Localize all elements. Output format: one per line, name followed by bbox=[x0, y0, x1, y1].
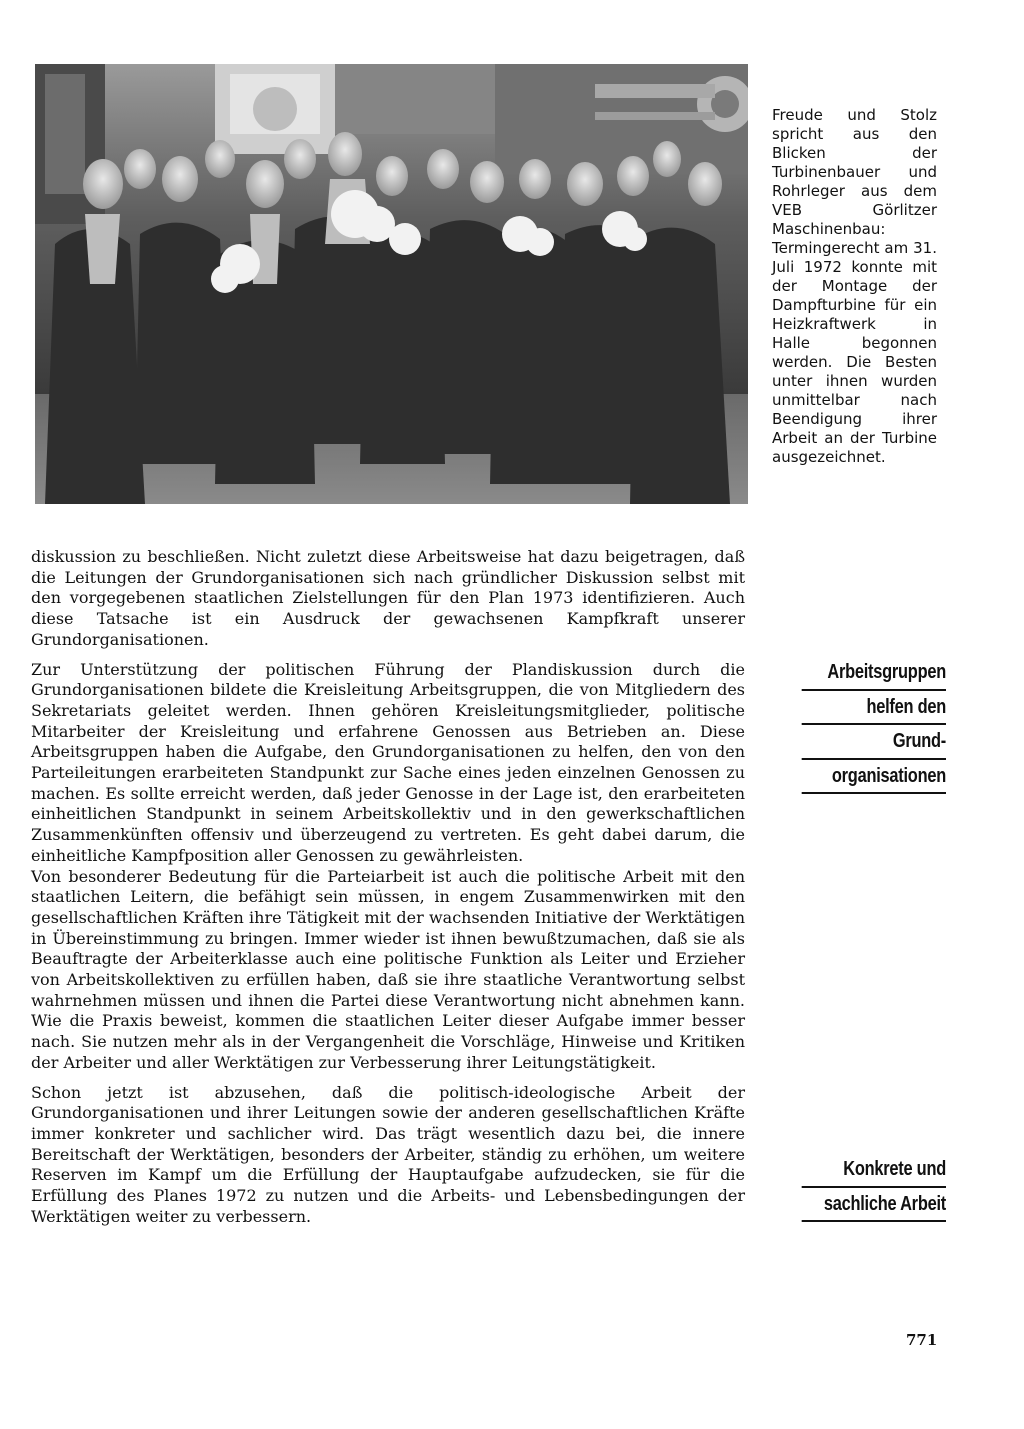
paragraph: diskussion zu beschließen. Nicht zuletzt diese Arbeitsweise hat dazu beigetragen, daß die Leitungen der Grundorganisationen sich nach gründlicher Diskussion selbst mit den vorgegebenen staatlichen Zielstellungen für den Plan 1973 identifizieren. Auch diese Tatsache ist ein Ausdruck der gewachsenen Kampfkraft unserer Grundorganisationen. bbox=[31, 547, 745, 649]
article-body bbox=[31, 547, 745, 1228]
heading-line: organisationen bbox=[802, 760, 946, 795]
paragraph: Zur Unterstützung der politischen Führung der Plandiskussion durch die Grundorganisationen bildete die Kreisleitung Arbeitsgruppen, die von Mitgliedern des Sekretariats geleitet werden. Ihnen gehören Kreisleitungsmitglieder, politische Mitarbeiter der Kreisleitung und erfahrene Genossen aus Betrieben an. Diese Arbeitsgruppen haben die Aufgabe, den Grundorganisationen zu helfen, den von den Parteileitungen erarbeiteten Standpunkt zur Sache eines jeden einzelnen Genossen zu machen. Es sollte erreicht werden, daß jeder Genosse in der Lage ist, den erarbeiteten einheitlichen Standpunkt in seinem Arbeitskollektiv und in den gewerkschaftlichen Zusammenkünften offensiv und überzeugend zu vertreten. Es geht dabei darum, die einheitliche Kampfposition aller Genossen zu gewährleisten. bbox=[31, 659, 745, 865]
heading-line: Konkrete und bbox=[802, 1153, 946, 1188]
photo-caption: Freude und Stolz spricht aus den Blicken der Turbinenbauer und Rohrleger aus dem VEB Görlitzer Maschinenbau: Termingerecht am 31. Juli 1972 konnte mit der Montage der Dampfturbine für ein Heizkraftwerk in Halle begonnen werden. Die Besten unter ihnen wurden unmittelbar nach Beendigung ihrer Arbeit an der Turbine ausgezeichnet. bbox=[772, 106, 937, 466]
page-number: 771 bbox=[906, 1331, 938, 1349]
paragraph: Von besonderer Bedeutung für die Parteiarbeit ist auch die politische Arbeit mit den staatlichen Leitern, die befähigt sein müssen, in engem Zusammenwirken mit den gesellschaftlichen Kräften ihre Tätigkeit mit der wachsenden Initiative der Werktätigen in Übereinstimmung zu bringen. Immer wieder ist ihnen bewußtzumachen, daß sie als Beauftragte der Arbeiterklasse auch eine politische Funktion als Leiter und Erzieher von Arbeitskollektiven zu erfüllen haben, daß sie ihre staatliche Verantwortung selbst wahrnehmen müssen und ihnen die Partei diese Verantwortung nicht abnehmen kann. Wie die Praxis beweist, kommen die staatlichen Leiter dieser Aufgabe immer besser nach. Sie nutzen mehr als in der Vergangenheit die Vorschläge, Hinweise und Kritiken der Arbeiter und aller Werktätigen zur Verbesserung ihrer Leitungstätigkeit. bbox=[31, 866, 745, 1072]
paragraph: Schon jetzt ist abzusehen, daß die politisch-ideologische Arbeit der Grundorganisationen und ihrer Leitungen sowie der anderen gesellschaftlichen Kräfte immer konkreter und sachlicher wird. Das trägt wesentlich dazu bei, die innere Bereitschaft der Werktätigen, besonders der Arbeiter, ständig zu erhöhen, um weitere Reserven im Kampf um die Erfüllung der Hauptaufgabe aufzudecken, sie für die Erfüllung des Planes 1972 zu nutzen und die Arbeits- und Lebensbedingungen der Werktätigen weiter zu verbessern. bbox=[31, 1082, 745, 1226]
photo-workers-turbine bbox=[35, 64, 748, 504]
heading-line: helfen den bbox=[802, 691, 946, 726]
heading-line: Grund- bbox=[802, 725, 946, 760]
heading-line: Arbeitsgruppen bbox=[802, 656, 946, 691]
photo-image bbox=[35, 64, 748, 504]
side-heading-arbeitsgruppen bbox=[770, 656, 946, 794]
side-heading-konkrete-arbeit bbox=[770, 1153, 946, 1222]
heading-line: sachliche Arbeit bbox=[802, 1188, 946, 1223]
